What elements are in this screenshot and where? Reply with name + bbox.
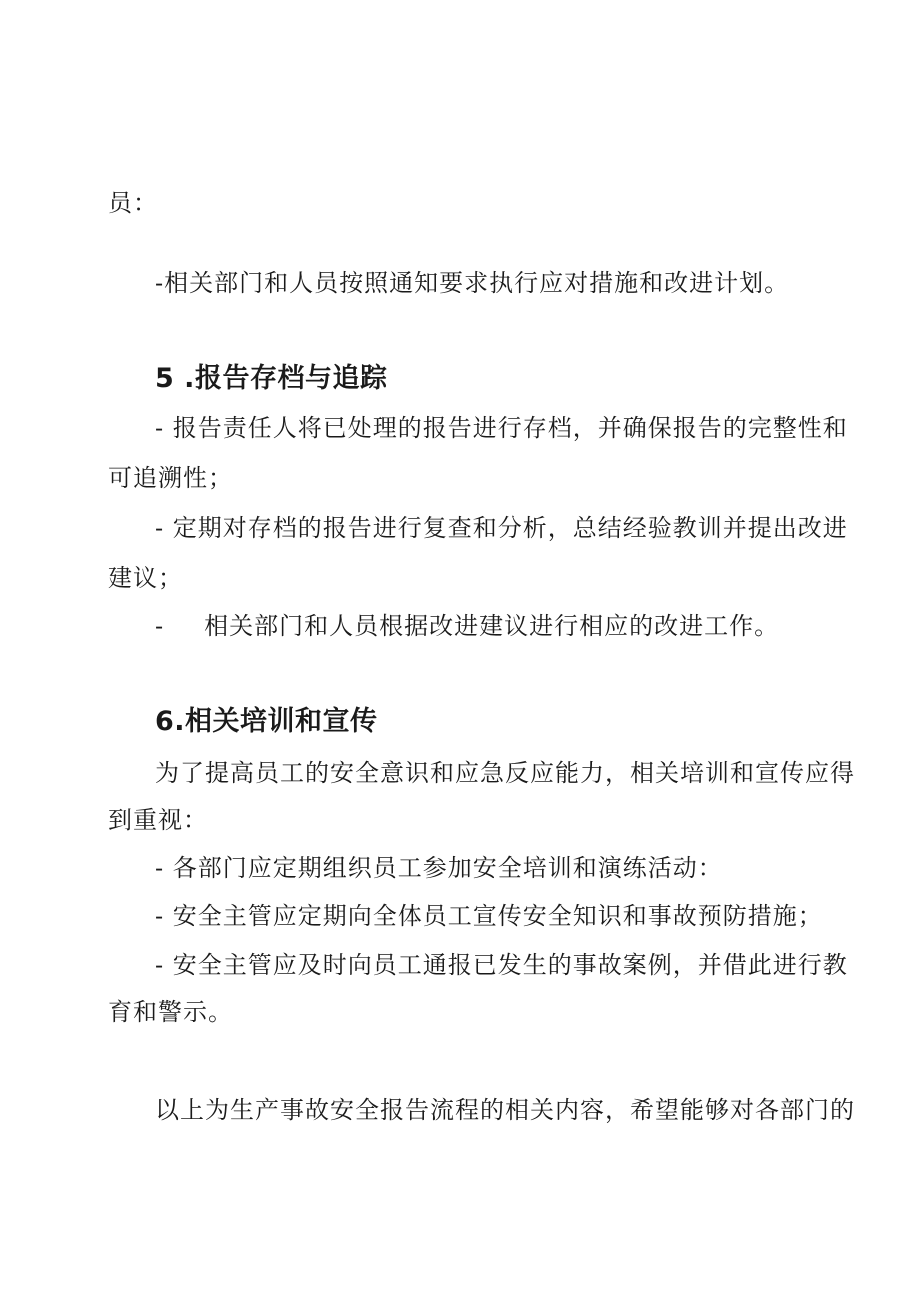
list-item: -相关部门和人员按照通知要求执行应对措施和改进计划。 xyxy=(155,269,790,297)
section-heading-6: 6.相关培训和宣传 xyxy=(155,706,378,737)
section-heading-5: 5 .报告存档与追踪 xyxy=(155,363,388,394)
list-item: - 各部门应定期组织员工参加安全培训和演练活动： xyxy=(155,854,723,882)
list-item-text: 相关部门和人员根据改进建议进行相应的改进工作。 xyxy=(204,612,780,640)
closing-paragraph: 以上为生产事故安全报告流程的相关内容，希望能够对各部门的 xyxy=(155,1096,855,1124)
continuation-text: 员： xyxy=(108,189,158,217)
list-item-continuation: 建议； xyxy=(108,564,183,592)
list-item: - 安全主管应及时向员工通报已发生的事故案例，并借此进行教 xyxy=(155,951,848,979)
list-item: - 安全主管应定期向全体员工宣传安全知识和事故预防措施； xyxy=(155,902,823,930)
paragraph-text: 为了提高员工的安全意识和应急反应能力，相关培训和宣传应得 xyxy=(155,759,855,787)
list-item-continuation: 育和警示。 xyxy=(108,998,233,1026)
list-dash: - xyxy=(155,612,165,640)
list-item: - 报告责任人将已处理的报告进行存档，并确保报告的完整性和 xyxy=(155,414,848,442)
paragraph-continuation: 到重视： xyxy=(108,806,208,834)
list-item-continuation: 可追溯性； xyxy=(108,464,233,492)
list-item xyxy=(155,611,779,641)
list-item: - 定期对存档的报告进行复查和分析，总结经验教训并提出改进 xyxy=(155,514,848,542)
